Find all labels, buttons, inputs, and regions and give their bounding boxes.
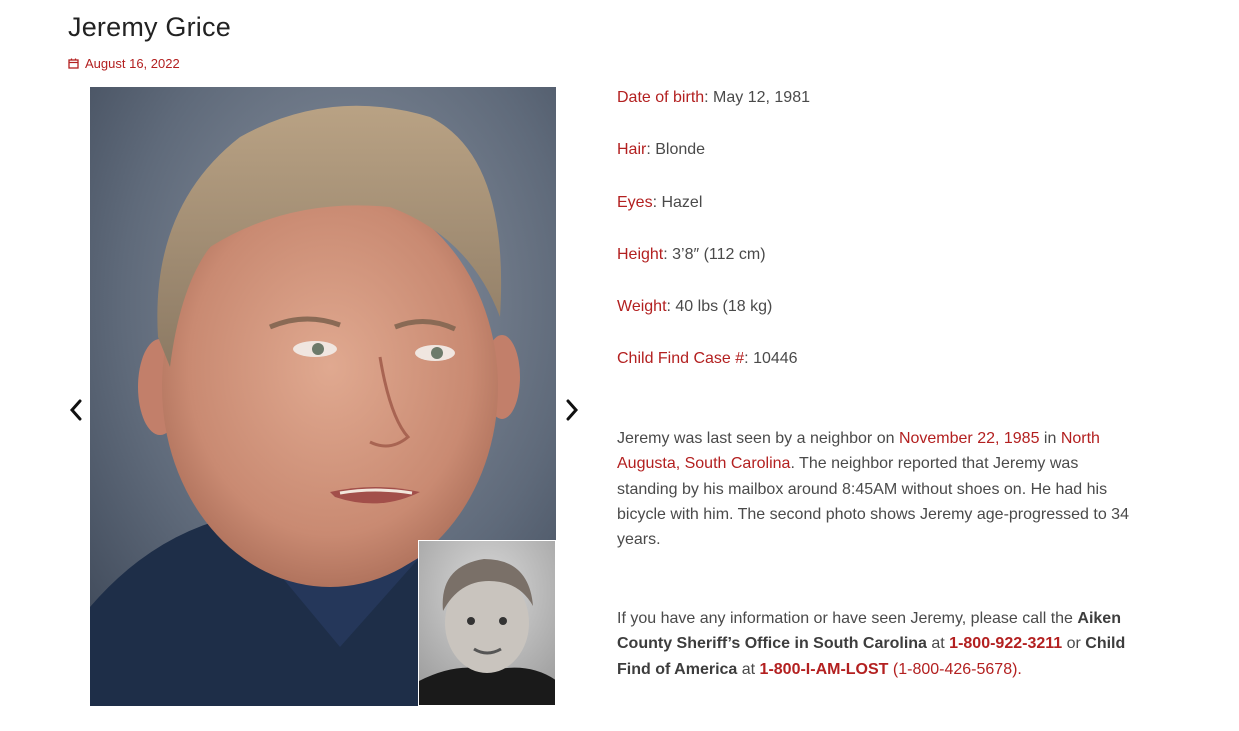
fact-case-number [617,347,798,371]
fact-date-of-birth [617,86,810,110]
gallery-prev-button[interactable] [66,396,86,424]
contact-text: or [1062,635,1086,653]
page-title: Jeremy Grice [68,12,231,42]
fact-label: Height [617,246,664,263]
fact-label: Date of birth [617,89,705,106]
calendar-icon [68,58,79,69]
description-paragraph [617,426,1137,552]
fact-weight [617,295,772,319]
post-date[interactable] [68,56,180,71]
childfind-phone-link[interactable]: 1-800-I-AM-LOST [759,660,889,678]
description-text: . The neighbor reported that Jeremy was standing by his mailbox around 8:45AM without shoes on. He had his bicycle with him. The second photo shows Jeremy age-progressed to 34 years. [617,455,1129,549]
fact-value: : 10446 [744,350,798,367]
contact-text: If you have any information or have seen Jeremy, please call the [617,610,1078,627]
sheriff-phone-link[interactable]: 1-800-922-3211 [949,635,1063,653]
fact-value: : Hazel [652,194,703,211]
fact-value: : 3’8″ (112 cm) [663,246,766,263]
missing-location: North Augusta, South Carolina [617,430,1100,473]
photo-gallery[interactable] [90,87,556,706]
description-text: Jeremy was last seen by a neighbor on [617,430,899,447]
gallery-next-button[interactable] [562,396,582,424]
contact-org-childfind: Child Find of America [617,635,1126,678]
fact-hair [617,138,705,162]
chevron-right-icon [565,399,579,421]
fact-value: : 40 lbs (18 kg) [666,298,773,315]
childfind-phone-numeric: (1-800-426-5678). [888,660,1022,678]
contact-text: at [926,635,950,653]
fact-label: Eyes [617,194,653,211]
fact-label: Hair [617,141,647,158]
fact-value: : Blonde [646,141,706,158]
fact-height [617,243,766,267]
missing-date: November 22, 1985 [898,430,1040,447]
contact-org-sheriff: Aiken County Sheriff’s Office in South Carolina [617,610,1121,653]
description-text: in [1039,430,1061,447]
contact-text: at [737,660,760,678]
fact-label: Child Find Case # [617,350,745,367]
post-date-text: August 16, 2022 [85,56,180,71]
fact-label: Weight [617,298,667,315]
fact-eyes [617,191,702,215]
childhood-photo [418,540,556,706]
childhood-photo-image [419,541,556,706]
chevron-left-icon [69,399,83,421]
contact-paragraph [617,606,1137,682]
fact-value: : May 12, 1981 [704,89,810,106]
